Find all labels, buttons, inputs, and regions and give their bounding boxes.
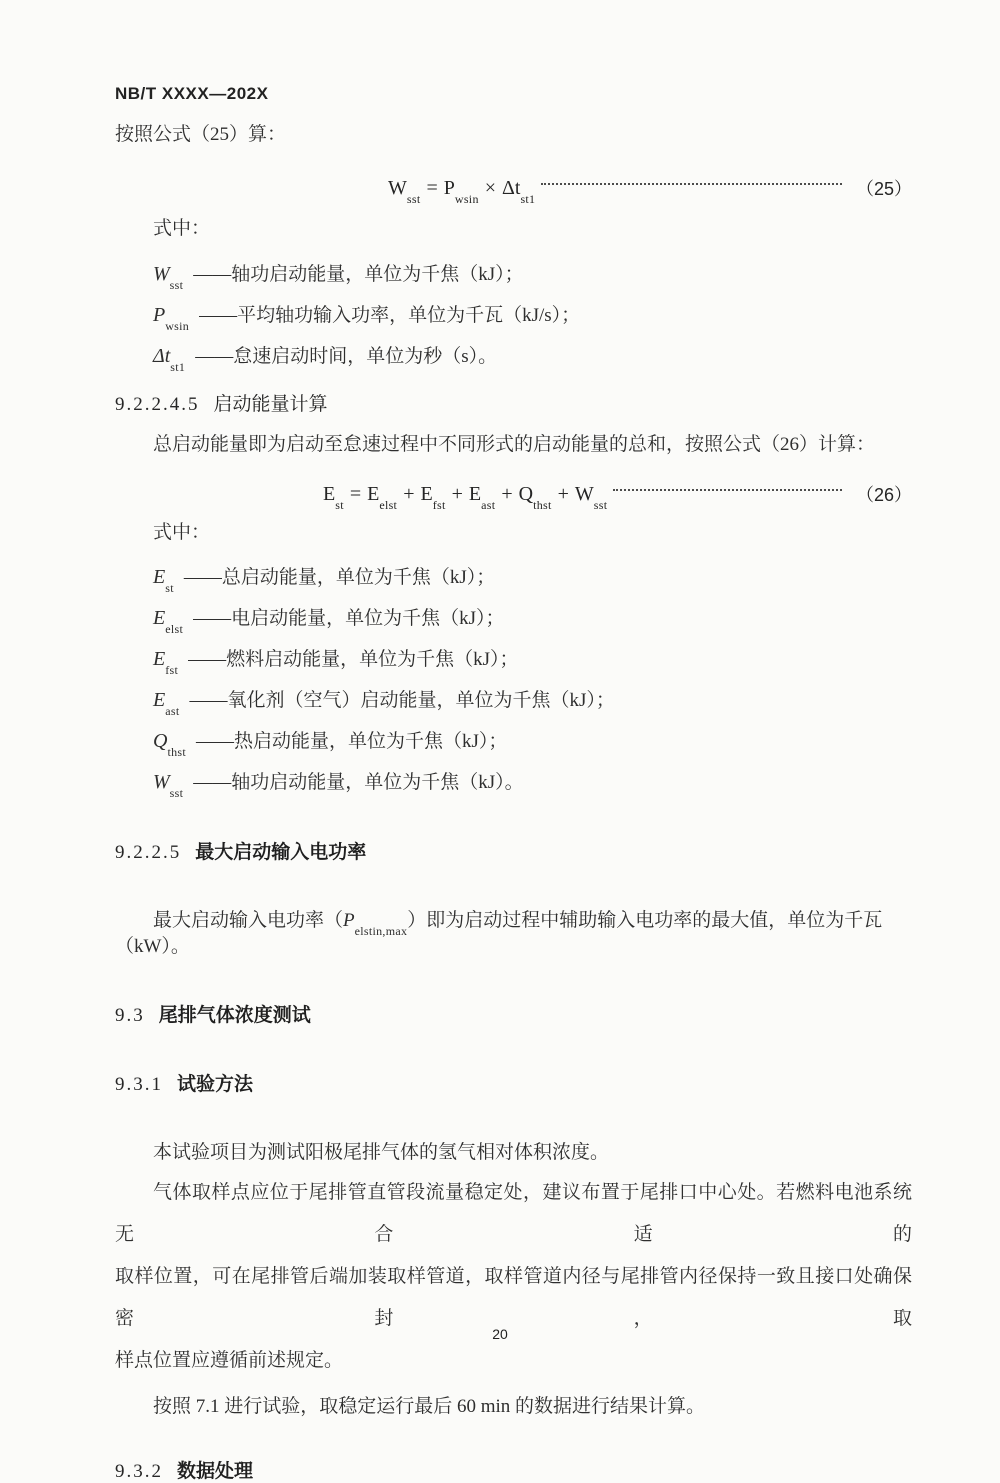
symbol: $E_{elst}$ xyxy=(153,607,184,636)
where-label-1: 式中： xyxy=(153,218,211,239)
paragraph-line: 取样位置，可在尾排管后端加装取样管道，取样管道内径与尾排管内径保持一致且接口处确保密封，取 xyxy=(115,1266,912,1329)
heading-number: 9.2.2.5 xyxy=(115,842,182,863)
symbol-description: ——氧化剂（空气）启动能量，单位为千焦（kJ）； xyxy=(189,690,615,711)
heading-9-2-2-4-5 xyxy=(115,389,912,416)
heading-9-3-2 xyxy=(115,1456,912,1483)
symbol: $E_{ast}$ xyxy=(153,689,180,718)
paragraph-pelstin: 最大启动输入电功率$(P_{elstin,max})$即为启动过程中辅助输入电功率的最大值，单位为千瓦（kW）。 xyxy=(115,910,883,957)
heading-title: 数据处理 xyxy=(177,1461,254,1482)
dot-leader xyxy=(613,489,842,491)
heading-9-3-1 xyxy=(115,1069,912,1096)
symbol: $P_{wsin}$ xyxy=(153,304,190,333)
symbol-description: ——总启动能量，单位为千焦（kJ）； xyxy=(183,567,496,588)
formula-26: $E_{st} = E_{elst} + E_{fst} + E_{ast} + Q_{thst} + W_{sst}$ xyxy=(323,482,608,512)
definition-item xyxy=(115,262,912,292)
symbol-description: ——平均轴功输入功率，单位为千瓦（kJ/s）； xyxy=(199,305,581,326)
intro-formula25: 按照公式（25）算： xyxy=(115,124,287,145)
definition-item xyxy=(115,688,912,718)
heading-title: 尾排气体浓度测试 xyxy=(158,1005,311,1026)
symbol-description: ——轴功启动能量，单位为千焦（kJ）。 xyxy=(193,772,524,793)
formula-25-number: （25） xyxy=(855,179,912,199)
definition-item xyxy=(115,770,912,800)
symbol: $\Delta t_{st1}$ xyxy=(153,345,186,374)
heading-9-3 xyxy=(115,1000,912,1027)
heading-title: 试验方法 xyxy=(177,1074,254,1095)
definition-item xyxy=(115,303,912,333)
symbol: $W_{sst}$ xyxy=(153,263,184,292)
formula-26-number: （26） xyxy=(855,485,912,505)
paragraph-test-purpose: 本试验项目为测试阳极尾排气体的氢气相对体积浓度。 xyxy=(153,1142,610,1163)
definition-item xyxy=(115,606,912,636)
heading-title: 最大启动输入电功率 xyxy=(195,842,367,863)
doc-code-header: NB/T XXXX—202X xyxy=(115,84,269,103)
paragraph-line: 气体取样点应位于尾排管直管段流量稳定处，建议布置于尾排口中心处。若燃料电池系统无合适的 xyxy=(115,1182,912,1245)
definition-item xyxy=(115,565,912,595)
dot-leader xyxy=(541,183,842,185)
definition-item xyxy=(115,344,912,374)
formula-25: $W_{sst} = P_{wsin} \times \Delta t_{st1}$ xyxy=(388,176,536,206)
page-number: 20 xyxy=(492,1326,508,1342)
paragraph-test-procedure: 按照 7.1 进行试验，取稳定运行最后 60 min 的数据进行结果计算。 xyxy=(153,1396,706,1417)
heading-title: 启动能量计算 xyxy=(213,394,328,415)
heading-number: 9.3.2 xyxy=(115,1461,163,1482)
where-label-2: 式中： xyxy=(153,522,211,543)
symbol-description: ——怠速启动时间，单位为秒（s）。 xyxy=(195,346,498,367)
symbol-description: ——热启动能量，单位为千焦（kJ）； xyxy=(196,731,508,752)
symbol-description: ——轴功启动能量，单位为千焦（kJ）； xyxy=(193,264,524,285)
definition-item xyxy=(115,729,912,759)
heading-number: 9.2.2.4.5 xyxy=(115,394,200,415)
inline-symbol: $P_{elstin,max}$ xyxy=(343,910,408,938)
formula-25-row xyxy=(115,174,912,206)
intro-formula26: 总启动能量即为启动至怠速过程中不同形式的启动能量的总和，按照公式（26）计算： xyxy=(153,434,876,455)
symbol: $W_{sst}$ xyxy=(153,771,184,800)
definition-item xyxy=(115,647,912,677)
formula-26-row xyxy=(115,480,912,512)
symbol: $Q_{thst}$ xyxy=(153,730,186,759)
paragraph-sampling xyxy=(115,1172,912,1382)
heading-number: 9.3 xyxy=(115,1005,145,1026)
symbol-description: ——燃料启动能量，单位为千焦（kJ）； xyxy=(188,649,519,670)
heading-9-2-2-5 xyxy=(115,837,912,864)
heading-number: 9.3.1 xyxy=(115,1074,163,1095)
symbol: $E_{fst}$ xyxy=(153,648,179,677)
symbol-description: ——电启动能量，单位为千焦（kJ）； xyxy=(193,608,505,629)
symbol: $E_{st}$ xyxy=(153,566,174,595)
paragraph-line: 样点位置应遵循前述规定。 xyxy=(115,1350,344,1371)
